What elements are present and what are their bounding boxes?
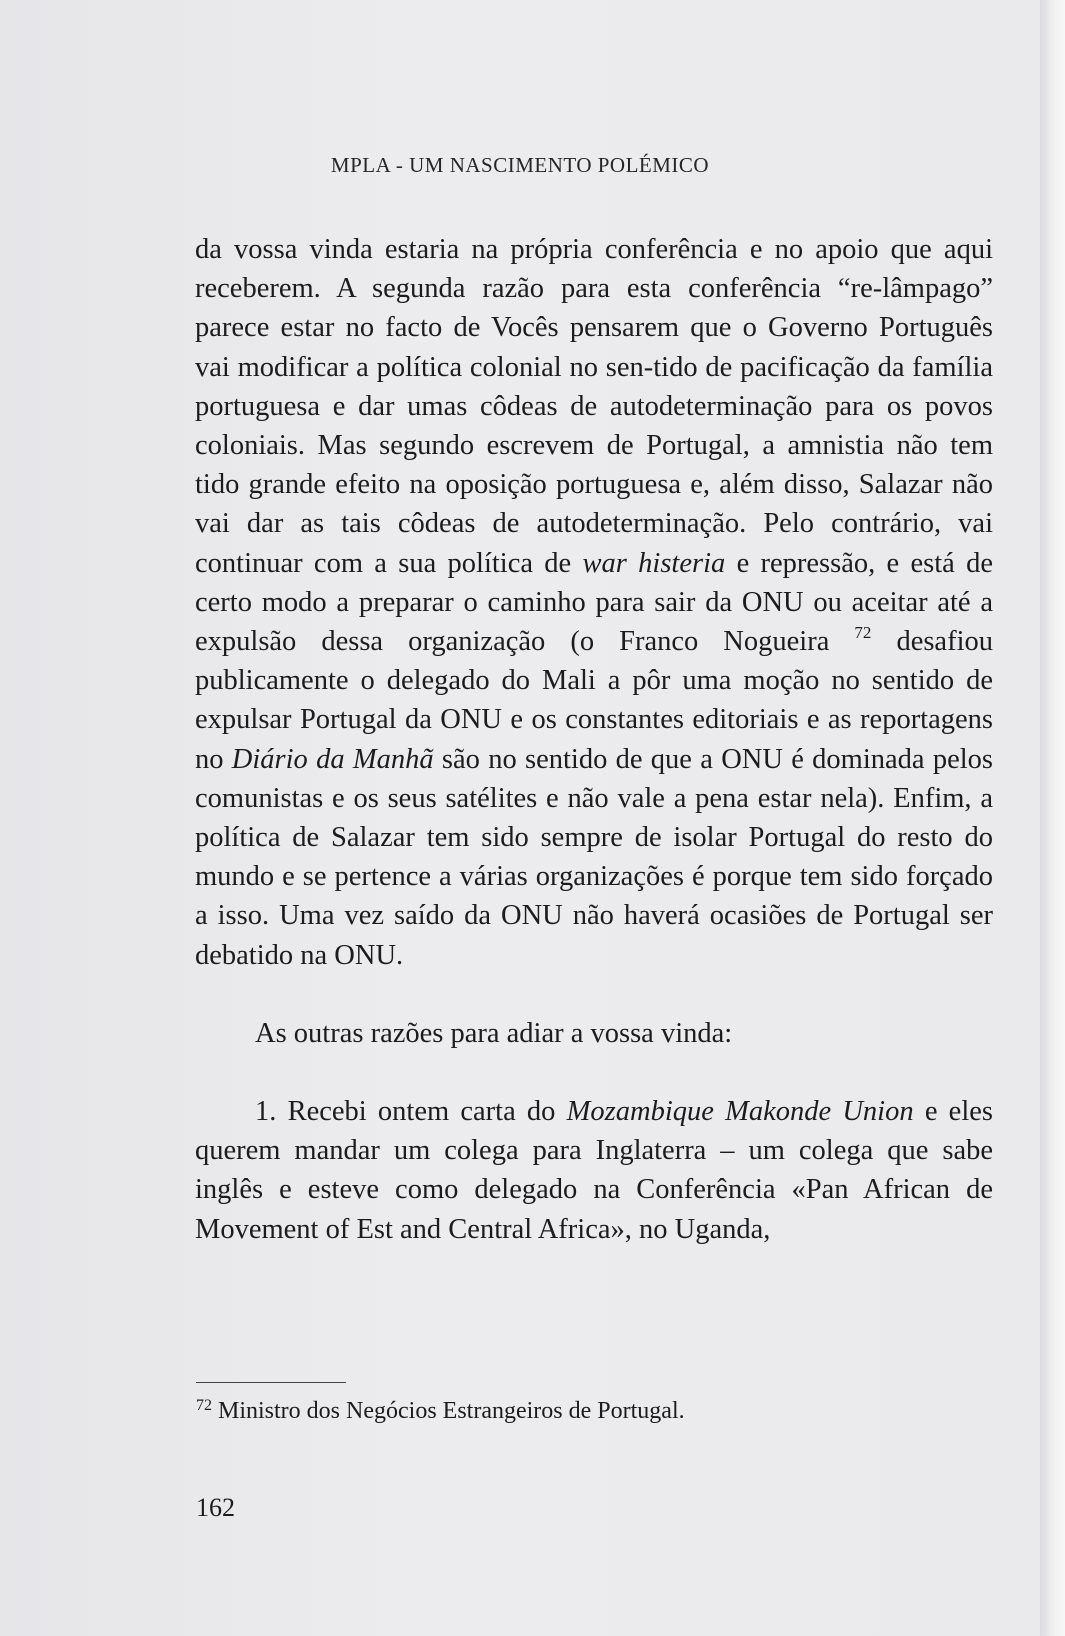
footnote	[196, 1396, 685, 1426]
paragraph-3	[195, 1092, 993, 1249]
footnote-rule	[196, 1382, 346, 1383]
paragraph-2: As outras razões para adiar a vossa vinda:	[255, 1017, 733, 1049]
footnote-number: 72	[196, 1397, 212, 1414]
paragraph-3-text-b: e eles querem mandar um colega para Inglaterra – um colega que sabe inglês e esteve como delegado na Conferência «Pan African de Movement of Est and Central Africa», no Uganda,	[195, 1096, 993, 1245]
page-number: 162	[196, 1493, 235, 1522]
running-head: MPLA - UM NASCIMENTO POLÉMICO	[330, 153, 710, 177]
body-text	[195, 230, 993, 1249]
footnote-text: Ministro dos Negócios Estrangeiros de Portugal.	[218, 1398, 685, 1424]
paragraph-1	[195, 230, 993, 975]
paragraph-1-text-a: da vossa vinda estaria na própria conferência e no apoio que aqui receberem. A segunda razão para esta conferência “re-lâmpago” parece estar no facto de Vocês pensarem que o Governo Português vai modificar a política colonial no sen-tido de pacificação da família portuguesa e dar umas côdeas de autodeterminação para os povos coloniais. Mas segundo escrevem de Portugal, a amnistia não tem tido grande efeito na oposição portuguesa e, além disso, Salazar não vai dar as tais côdeas de autodeterminação. Pelo contrário, vai continuar com a sua política de	[195, 234, 993, 579]
paragraph-1-text-d: são no sentido de que a ONU é dominada pelos comunistas e os seus satélites e não vale a pena estar nela). Enfim, a política de Salazar tem sido sempre de isolar Portugal do resto do mundo e se pertence a várias organizações é porque tem sido forçado a isso. Uma vez saído da ONU não haverá ocasiões de Portugal ser debatido na ONU.	[195, 743, 994, 971]
paragraph-1-text-c: desafiou publicamente o delegado do Mali a pôr uma moção no sentido de expulsar Portugal da ONU e os constantes editoriais e as reportagens no	[195, 626, 993, 775]
footnote-reference: 72	[854, 623, 872, 643]
italic-diario-da-manha: Diário da Manhã	[231, 743, 434, 775]
page-edge	[1040, 0, 1065, 1636]
paragraph-3-text-a: 1. Recebi ontem carta do	[255, 1096, 567, 1128]
italic-war-histeria: war histeria	[582, 547, 726, 579]
italic-mozambique-makonde-union: Mozambique Makonde Union	[566, 1096, 914, 1128]
paragraph-1-text-b: e repressão, e está de certo modo a preparar o caminho para sair da ONU ou aceitar até a expulsão dessa organização (o Franco Nogueira	[195, 547, 994, 658]
